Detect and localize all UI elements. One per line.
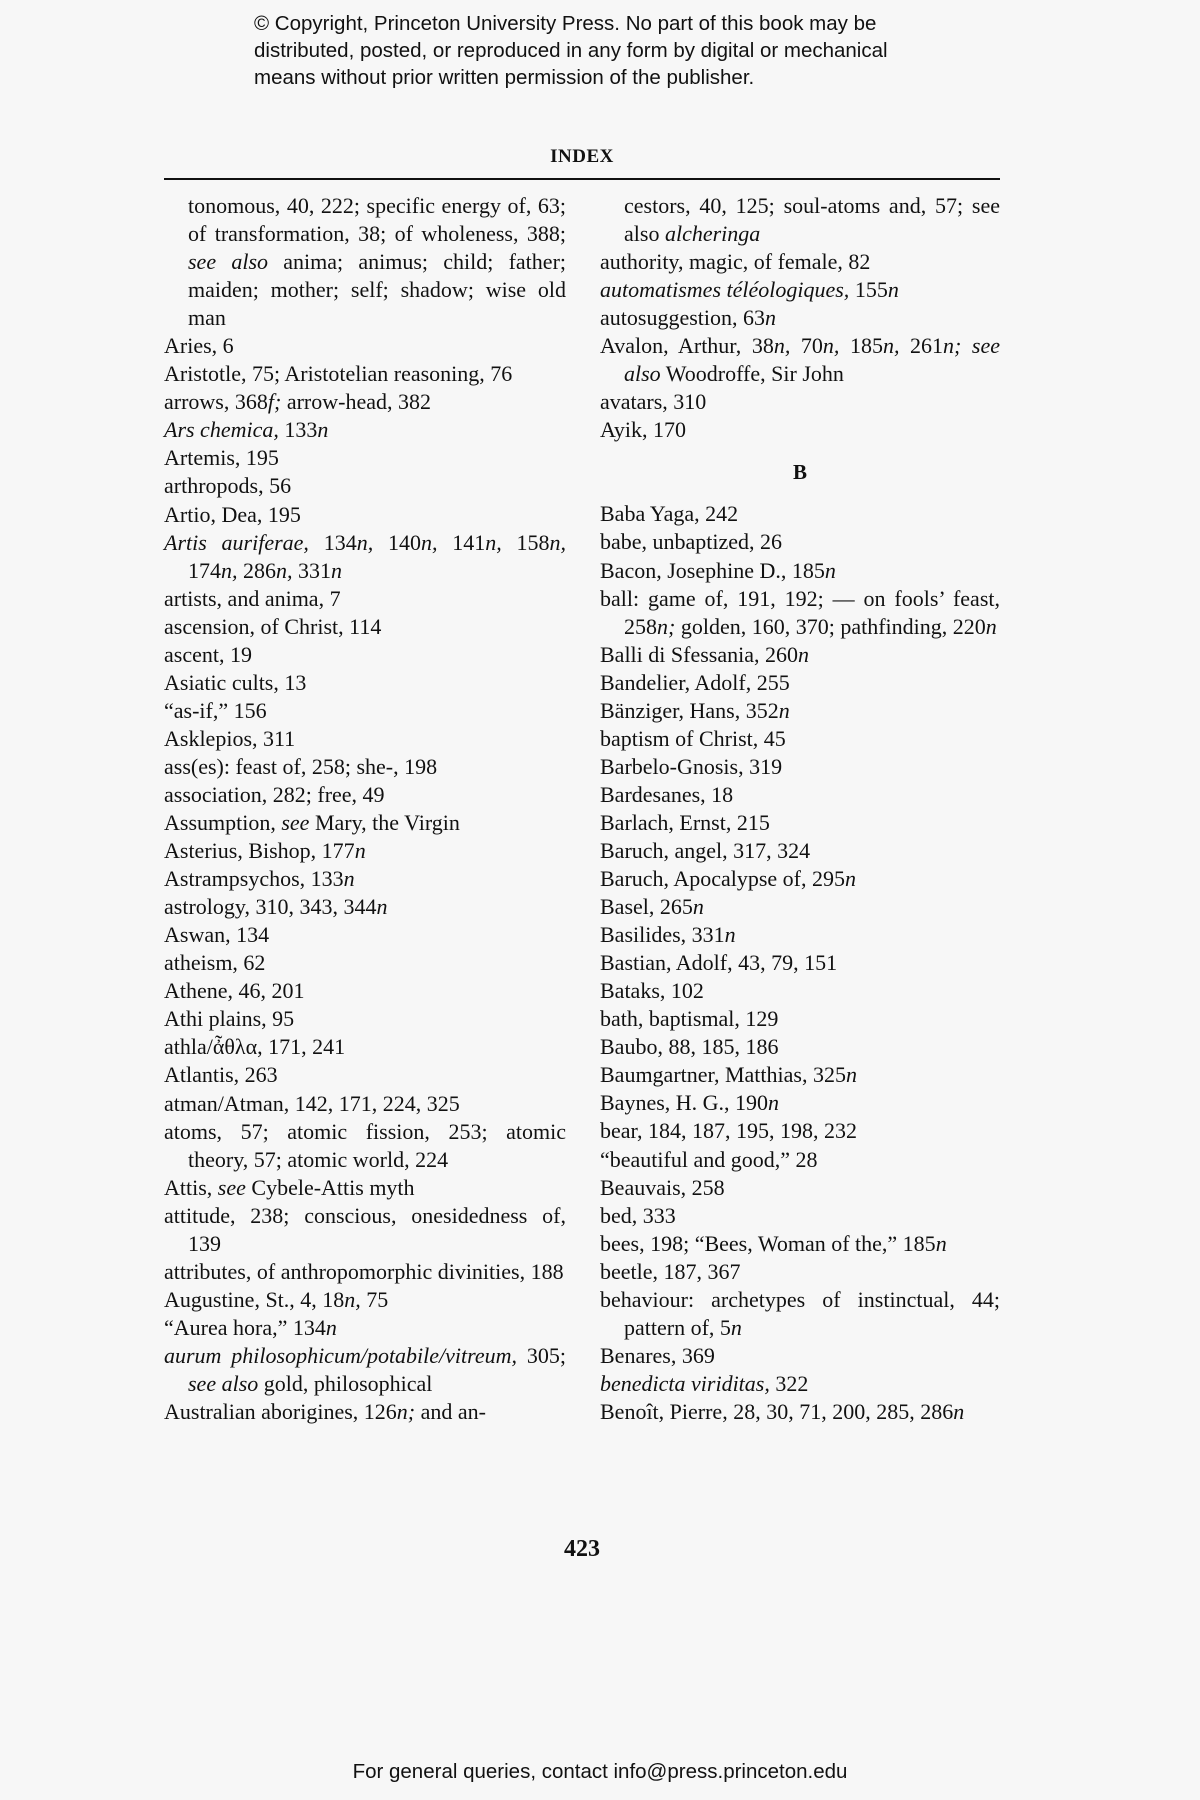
index-entry: Australian aborigines, 126n; and an- xyxy=(164,1399,486,1425)
index-entry: Bastian, Adolf, 43, 79, 151 xyxy=(600,950,838,976)
index-entry: athla/ἆθλα, 171, 241 xyxy=(164,1034,346,1060)
index-entry: ascent, 19 xyxy=(164,641,252,667)
index-entry: Athi plains, 95 xyxy=(164,1006,295,1032)
index-entry: Bardesanes, 18 xyxy=(600,781,734,807)
copyright-notice xyxy=(254,10,994,91)
index-entry: Asiatic cults, 13 xyxy=(164,669,307,695)
index-entry: association, 282; free, 49 xyxy=(164,781,385,807)
index-entry: baptism of Christ, 45 xyxy=(600,725,786,751)
index-entry: autosuggestion, 63n xyxy=(600,305,776,331)
index-entry: Basilides, 331n xyxy=(600,922,736,948)
index-entry: Ars chemica, 133n xyxy=(164,417,329,443)
index-entry: Beauvais, 258 xyxy=(600,1174,725,1200)
index-entry: Artis auriferae, 134n, 140n, 141n, 158n, 174n, 286n, 331n xyxy=(164,529,566,583)
index-entry: attitude, 238; conscious, onesidedness of, 139 xyxy=(164,1202,566,1256)
index-entry: arthropods, 56 xyxy=(164,473,292,499)
index-entry: avatars, 310 xyxy=(600,389,707,415)
index-group-a xyxy=(600,192,1000,444)
index-entry: Bacon, Josephine D., 185n xyxy=(600,557,836,583)
index-entry: Barbelo-Gnosis, 319 xyxy=(600,753,783,779)
index-entry: Baruch, angel, 317, 324 xyxy=(600,837,811,863)
header-rule xyxy=(164,178,1000,180)
index-entry: Balli di Sfessania, 260n xyxy=(600,641,809,667)
index-entry: Artio, Dea, 195 xyxy=(164,501,301,527)
index-entry: “beautiful and good,” 28 xyxy=(600,1146,818,1172)
index-entry: babe, unbaptized, 26 xyxy=(600,529,783,555)
index-entry: artists, and anima, 7 xyxy=(164,585,341,611)
index-column-left xyxy=(164,192,566,1426)
copyright-line: © Copyright, Princeton University Press. No part of this book may be xyxy=(254,12,877,35)
index-entry: Benoît, Pierre, 28, 30, 71, 200, 285, 286n xyxy=(600,1398,965,1424)
index-entry: Barlach, Ernst, 215 xyxy=(600,809,770,835)
index-column-right xyxy=(600,192,1000,1426)
index-entry: “Aurea hora,” 134n xyxy=(164,1314,337,1340)
index-entry: Assumption, see Mary, the Virgin xyxy=(164,810,460,836)
index-entry: Bänziger, Hans, 352n xyxy=(600,697,790,723)
index-entry: atman/Atman, 142, 171, 224, 325 xyxy=(164,1090,460,1116)
index-entry: arrows, 368f; arrow-head, 382 xyxy=(164,389,431,415)
index-entry: behaviour: archetypes of instinctual, 44; pattern of, 5n xyxy=(600,1286,1000,1340)
index-entry-continuation: tonomous, 40, 222; specific energy of, 63; of transformation, 38; of wholeness, 388; see also anima; animus; child; father; maiden; mother; self; shadow; wise old man xyxy=(188,193,567,331)
index-entry: Athene, 46, 201 xyxy=(164,978,305,1004)
page-number: 423 xyxy=(564,1536,600,1562)
index-entry: ascension, of Christ, 114 xyxy=(164,613,382,639)
index-entry: bed, 333 xyxy=(600,1202,676,1228)
index-entry: Benares, 369 xyxy=(600,1342,715,1368)
index-entry: Augustine, St., 4, 18n, 75 xyxy=(164,1286,389,1312)
index-entry: authority, magic, of female, 82 xyxy=(600,249,871,275)
index-entry: beetle, 187, 367 xyxy=(600,1258,741,1284)
index-entry: Baynes, H. G., 190n xyxy=(600,1090,780,1116)
index-entry: bees, 198; “Bees, Woman of the,” 185n xyxy=(600,1230,947,1256)
index-entry: Avalon, Arthur, 38n, 70n, 185n, 261n; see also Woodroffe, Sir John xyxy=(600,333,1000,387)
index-entry: “as-if,” 156 xyxy=(164,697,267,723)
index-entry: Ayik, 170 xyxy=(600,417,686,443)
index-group-b xyxy=(600,500,1000,1426)
section-letter-heading: B xyxy=(792,460,807,485)
index-entry: Baba Yaga, 242 xyxy=(600,501,739,527)
index-entry: Aristotle, 75; Aristotelian reasoning, 76 xyxy=(164,361,513,387)
index-entry: Baubo, 88, 185, 186 xyxy=(600,1034,779,1060)
index-entry: attributes, of anthropomorphic divinities, 188 xyxy=(164,1258,564,1284)
index-entry: Bandelier, Adolf, 255 xyxy=(600,669,790,695)
index-entry: Baruch, Apocalypse of, 295n xyxy=(600,866,856,892)
index-entry: ass(es): feast of, 258; she-, 198 xyxy=(164,753,438,779)
index-entry: Aries, 6 xyxy=(164,333,234,359)
index-entry: atoms, 57; atomic fission, 253; atomic theory, 57; atomic world, 224 xyxy=(164,1118,566,1172)
index-entry: astrology, 310, 343, 344n xyxy=(164,894,388,920)
index-entry: Asklepios, 311 xyxy=(164,725,296,751)
index-entry: Aswan, 134 xyxy=(164,922,270,948)
index-entry: benedicta viriditas, 322 xyxy=(600,1370,809,1396)
copyright-line: means without prior written permission of the publisher. xyxy=(254,66,755,89)
index-entry: bear, 184, 187, 195, 198, 232 xyxy=(600,1118,857,1144)
index-entry: Basel, 265n xyxy=(600,894,704,920)
index-entry: automatismes téléologiques, 155n xyxy=(600,277,899,303)
running-head: INDEX xyxy=(550,146,614,167)
index-entry: Atlantis, 263 xyxy=(164,1062,278,1088)
copyright-line: distributed, posted, or reproduced in any form by digital or mechanical xyxy=(254,39,888,62)
footer-contact: For general queries, contact info@press.princeton.edu xyxy=(352,1760,848,1783)
index-entry: bath, baptismal, 129 xyxy=(600,1006,779,1032)
index-entry: Asterius, Bishop, 177n xyxy=(164,838,366,864)
index-entry: Baumgartner, Matthias, 325n xyxy=(600,1062,857,1088)
index-entry: atheism, 62 xyxy=(164,950,266,976)
index-entry: Artemis, 195 xyxy=(164,445,279,471)
index-entry: aurum philosophicum/potabile/vitreum, 305; see also gold, philosophical xyxy=(164,1342,566,1396)
index-entry: Astrampsychos, 133n xyxy=(164,866,355,892)
index-entry: ball: game of, 191, 192; — on fools’ feast, 258n; golden, 160, 370; pathfinding, 220n xyxy=(600,585,1000,639)
index-entry-continuation: cestors, 40, 125; soul-atoms and, 57; see also alcheringa xyxy=(624,193,1000,247)
index-entry: Attis, see Cybele-Attis myth xyxy=(164,1174,415,1200)
index-entry: Bataks, 102 xyxy=(600,978,704,1004)
